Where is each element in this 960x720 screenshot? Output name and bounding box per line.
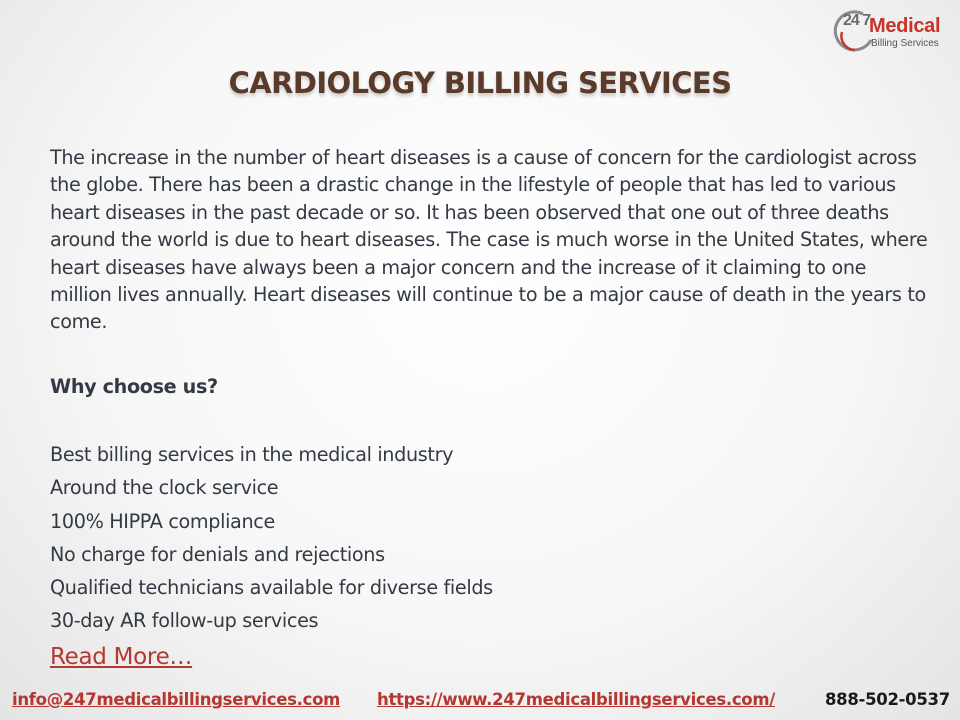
logo-name: Medical xyxy=(869,15,941,37)
feature-item: Best billing services in the medical industry xyxy=(50,443,454,466)
feature-item: Around the clock service xyxy=(50,476,279,500)
footer-phone: 888-502-0537 xyxy=(825,690,950,709)
company-logo xyxy=(833,6,955,56)
page-title: CARDIOLOGY BILLING SERVICES xyxy=(228,66,732,100)
read-more-link[interactable]: Read More… xyxy=(50,644,193,670)
feature-item: No charge for denials and rejections xyxy=(50,542,385,566)
features-list xyxy=(50,441,493,641)
footer-website-link[interactable]: https://www.247medicalbillingservices.com/ xyxy=(377,690,775,709)
feature-item: Qualified technicians available for diverse fields xyxy=(50,576,493,600)
footer-email-link[interactable]: info@247medicalbillingservices.com xyxy=(12,690,341,709)
intro-paragraph: The increase in the number of heart diseases is a cause of concern for the cardiologist across the globe. There has been a drastic change in the lifestyle of people that has led to various heart diseases in the past decade or so. It has been observed that one out of three deaths around the world is due to heart diseases. The case is much worse in the United States, where heart diseases have always been a major concern and the increase of it claiming to one million lives annually. Heart diseases will continue to be a major cause of death in the years to come. xyxy=(50,146,928,334)
why-choose-heading: Why choose us? xyxy=(50,375,218,398)
logo-tagline: Billing Services xyxy=(871,38,939,49)
feature-item: 100% HIPPA compliance xyxy=(50,509,275,533)
feature-item: 30-day AR follow-up services xyxy=(50,609,319,633)
footer xyxy=(0,690,960,716)
logo-number: 24 7 xyxy=(843,12,871,29)
